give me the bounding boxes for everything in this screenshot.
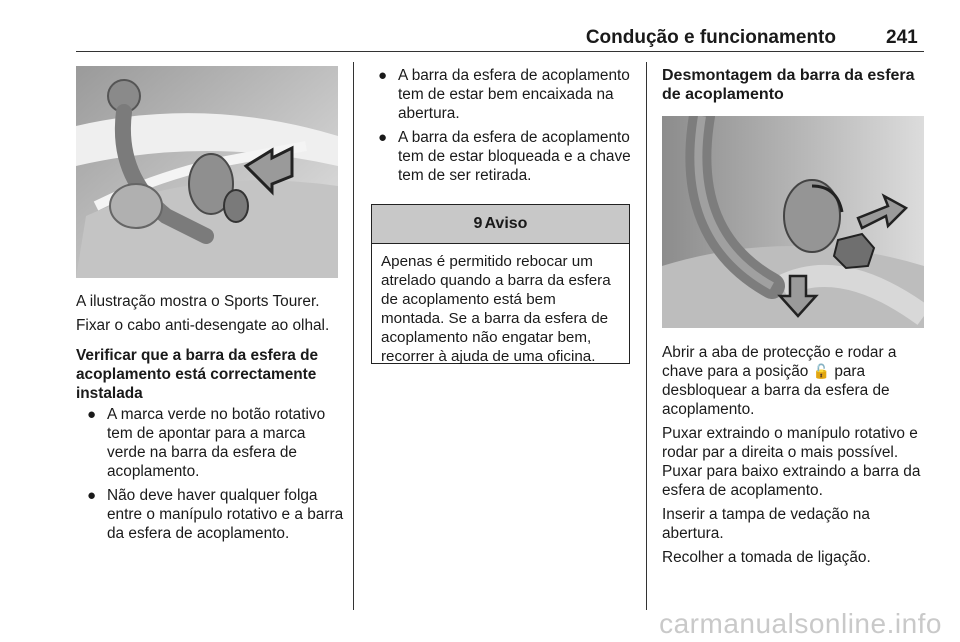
list-item: ● A barra da esfera de acoplamento tem de estar bloqueada e a chave tem de ser retirada. [378,129,631,184]
header-rule [76,51,924,52]
tow-bar-removal-figure [662,116,924,328]
section-heading: Verificar que a barra da esfera de acoplamento está correctamente instalada [76,347,319,402]
bullet-icon: ● [87,487,97,504]
page-number: 241 [886,27,918,48]
instruction-text: Fixar o cabo anti-desengate ao olhal. [76,317,330,334]
column-1-text [76,292,344,543]
bullet-icon: ● [378,67,388,84]
warning-header [372,205,629,244]
bullet-icon: ● [87,406,97,423]
instruction-text: Abrir a aba de protecção e rodar a chave para a posição 🔓 para desbloquear a barra da esfera de acoplamento. [662,344,897,418]
tow-bar-installed-figure [76,66,338,278]
list-item: ● Não deve haver qualquer folga entre o manípulo rotativo e a barra da esfera de acoplamento. [87,487,344,542]
column-3-heading-wrap [662,66,928,104]
warning-text: Apenas é permitido rebocar um atrelado quando a barra da esfera de acoplamento está bem montada. Se a barra da esfera de acoplamento não engatar bem, recorrer à ajuda de uma oficina. [381,253,611,365]
instruction-text: Inserir a tampa de vedação na abertura. [662,506,870,542]
column-divider-1 [353,62,354,610]
bullet-icon: ● [378,129,388,146]
warning-box [371,204,630,364]
instruction-text: Recolher a tomada de ligação. [662,549,871,566]
instruction-text: Puxar extraindo o manípulo rotativo e rodar par a direita o mais possível. Puxar para baixo extraindo a barra da esfera de acoplamento. [662,425,921,499]
column-divider-2 [646,62,647,610]
section-heading: Desmontagem da barra da esfera de acoplamento [662,67,915,103]
unlock-icon: 🔓 [812,363,831,379]
list-item: ● A marca verde no botão rotativo tem de apontar para a marca verde na barra da esfera de acoplamento. [87,406,326,480]
column-2-text [367,66,633,185]
list-item: ● A barra da esfera de acoplamento tem de estar bem encaixada na abertura. [378,67,630,122]
page-title: Condução e funcionamento [585,27,836,48]
figure-caption: A ilustração mostra o Sports Tourer. [76,293,320,310]
watermark: carmanualsonline.info [659,608,942,639]
warning-icon: 9 [473,215,483,232]
column-3-text [662,343,928,567]
warning-title: Aviso [484,215,528,232]
